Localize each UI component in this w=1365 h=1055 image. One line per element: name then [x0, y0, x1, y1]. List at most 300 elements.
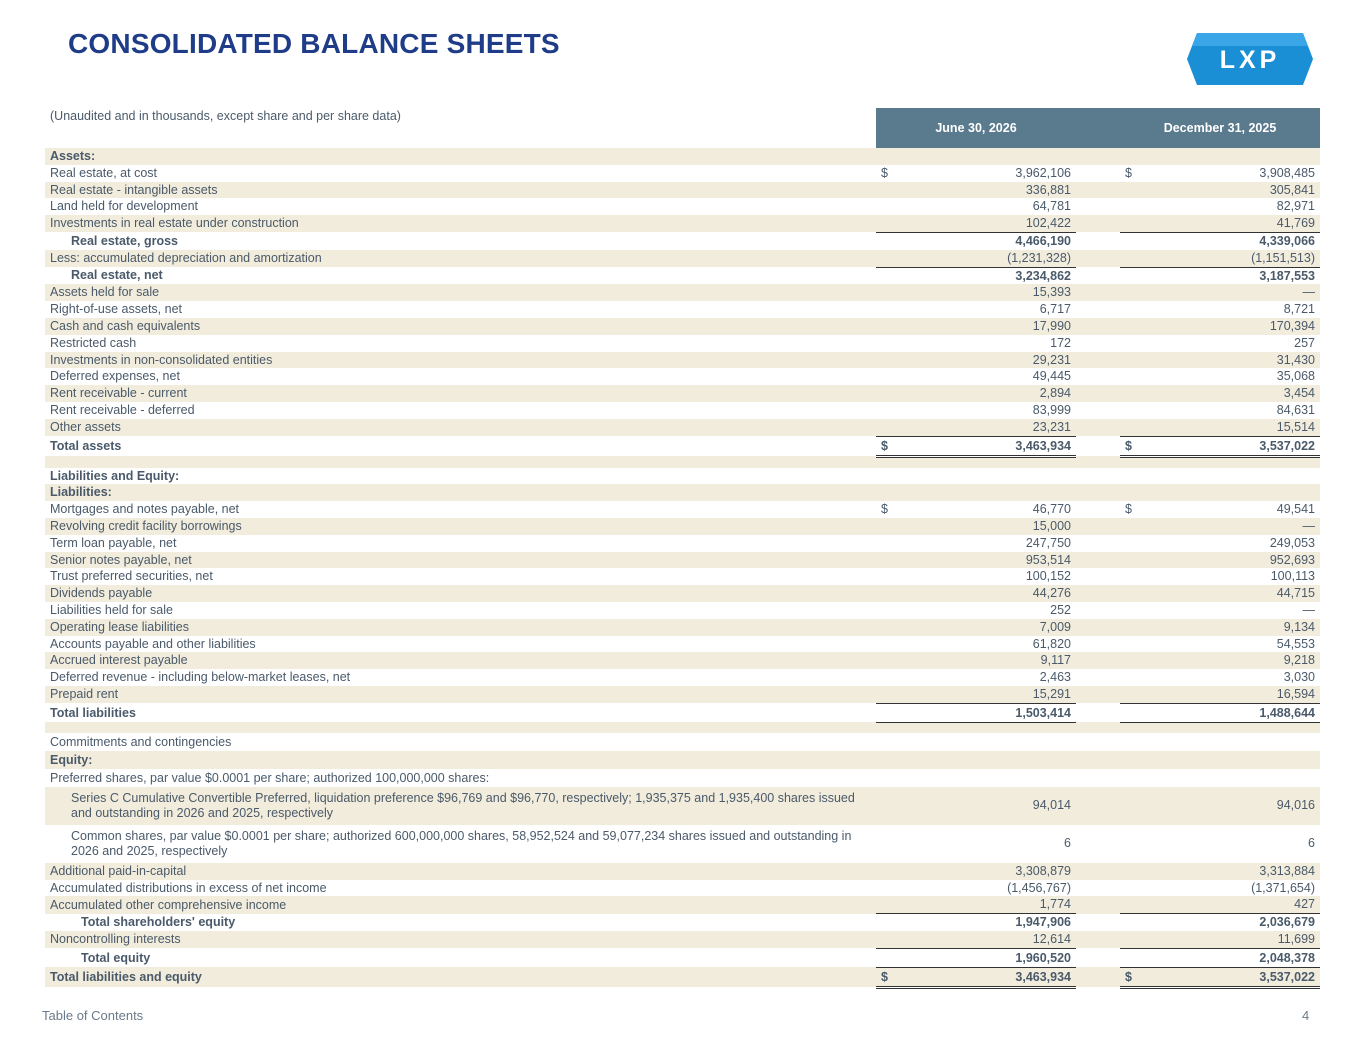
currency-symbol: [876, 585, 906, 602]
row-label: Real estate, gross: [71, 233, 178, 248]
currency-symbol: [1120, 148, 1150, 165]
column-gap: [1076, 402, 1120, 419]
value-june-2026: 1,503,414: [906, 703, 1076, 722]
value-june-2026: (1,231,328): [906, 250, 1076, 267]
table-body: [45, 148, 1320, 987]
column-gap: [1076, 931, 1120, 948]
currency-symbol: [1120, 518, 1150, 535]
currency-symbol: [876, 318, 906, 335]
table-row: [45, 385, 1320, 402]
column-gap: [1076, 722, 1120, 733]
row-label: Liabilities and Equity:: [50, 468, 180, 483]
value-dec-2025: 16,594: [1150, 686, 1320, 703]
value-june-2026: 94,014: [906, 787, 1076, 825]
row-label: Operating lease liabilities: [45, 619, 875, 636]
table-row: [45, 352, 1320, 369]
value-june-2026: 15,000: [906, 518, 1076, 535]
currency-symbol: [1120, 585, 1150, 602]
value-june-2026: [906, 733, 1076, 751]
currency-symbol: [876, 914, 906, 931]
value-june-2026: 3,962,106: [1015, 165, 1071, 180]
column-gap: [1076, 165, 1120, 182]
row-label: Accrued interest payable: [45, 652, 875, 669]
value-dec-2025: 1,488,644: [1150, 703, 1320, 722]
row-label: Assets held for sale: [45, 284, 875, 301]
value-june-2026: [906, 769, 1076, 787]
currency-symbol: [876, 602, 906, 619]
value-dec-2025: 427: [1150, 896, 1320, 913]
currency-symbol: $: [1120, 967, 1150, 987]
column-gap: [1076, 501, 1120, 518]
currency-symbol: [876, 686, 906, 703]
currency-symbol: [876, 722, 906, 733]
table-note: (Unaudited and in thousands, except share and per share data): [50, 109, 401, 123]
table-row: [45, 419, 1320, 436]
column-header-june-2026: June 30, 2026: [876, 108, 1076, 148]
value-dec-2025: 8,721: [1283, 302, 1315, 317]
currency-symbol: [876, 896, 906, 913]
page-title: CONSOLIDATED BALANCE SHEETS: [68, 28, 560, 59]
row-label: Accumulated other comprehensive income: [45, 896, 875, 913]
currency-symbol: [1120, 468, 1150, 485]
table-row: [45, 368, 1320, 385]
row-label: Noncontrolling interests: [45, 931, 875, 948]
spacer-row: [45, 722, 1320, 733]
currency-symbol: [876, 769, 906, 787]
value-dec-2025: 9,218: [1150, 652, 1320, 669]
value-june-2026: 1,960,520: [906, 948, 1076, 967]
value-june-2026: 83,999: [1032, 402, 1071, 417]
table-row: [45, 602, 1320, 619]
currency-symbol: [876, 931, 906, 948]
value-dec-2025: 3,537,022: [1150, 436, 1320, 456]
currency-symbol: [876, 385, 906, 402]
spacer-row: [45, 456, 1320, 468]
column-gap: [1076, 419, 1120, 436]
currency-symbol: [876, 669, 906, 686]
value-dec-2025: 2,036,679: [1150, 914, 1320, 931]
currency-symbol: [1120, 825, 1150, 863]
column-gap: [1076, 552, 1120, 569]
currency-symbol: [876, 232, 906, 249]
currency-symbol: [1120, 602, 1150, 619]
value-dec-2025: 100,113: [1270, 569, 1315, 584]
balance-sheet-table: [45, 108, 1320, 989]
table-row: [45, 552, 1320, 569]
row-label: Investments in non-consolidated entities: [45, 352, 875, 369]
table-row: [45, 484, 1320, 501]
currency-symbol: [876, 301, 906, 318]
value-dec-2025: 35,068: [1276, 369, 1315, 384]
row-label: Accumulated distributions in excess of net income: [50, 880, 327, 895]
row-label: Trust preferred securities, net: [50, 569, 213, 584]
currency-symbol: [876, 948, 906, 967]
value-june-2026: 15,393: [906, 284, 1076, 301]
value-dec-2025: 6: [1308, 836, 1315, 851]
row-label: Cash and cash equivalents: [45, 318, 875, 335]
value-june-2026: 17,990: [906, 318, 1076, 335]
row-label: Additional paid-in-capital: [45, 863, 875, 880]
value-dec-2025: —: [1150, 284, 1320, 301]
currency-symbol: [876, 456, 906, 468]
currency-symbol: [876, 419, 906, 436]
table-row: [45, 967, 1320, 987]
column-gap: [1076, 198, 1120, 215]
row-label: Investments in real estate under construction: [45, 215, 875, 232]
column-gap: [1076, 751, 1120, 769]
column-gap: [1076, 468, 1120, 485]
currency-symbol: [1120, 385, 1150, 402]
currency-symbol: [876, 652, 906, 669]
value-dec-2025: 9,134: [1150, 619, 1320, 636]
column-gap: [1076, 880, 1120, 897]
row-label: Land held for development: [50, 199, 199, 214]
column-gap: [1076, 602, 1120, 619]
currency-symbol: [1120, 636, 1150, 653]
column-gap: [1076, 948, 1120, 967]
column-gap: [1076, 232, 1120, 249]
value-june-2026: 12,614: [906, 931, 1076, 948]
row-label: Common shares, par value $0.0001 per share; authorized 600,000,000 shares, 58,952,524 and 59,077,234 shares issued and outstanding in 2026 and 2025, respectively: [71, 828, 852, 858]
value-june-2026: 9,117: [906, 652, 1076, 669]
column-gap: [1076, 669, 1120, 686]
currency-symbol: [1120, 703, 1150, 722]
currency-symbol: [876, 552, 906, 569]
column-gap: [1076, 636, 1120, 653]
row-label: Total shareholders' equity: [81, 914, 236, 929]
currency-symbol: [876, 267, 906, 284]
row-label: Right-of-use assets, net: [50, 302, 183, 317]
table-row: [45, 825, 1320, 863]
table-row: [45, 863, 1320, 880]
currency-symbol: [1120, 896, 1150, 913]
column-gap: [1076, 436, 1120, 456]
column-gap: [1076, 619, 1120, 636]
currency-symbol: $: [881, 502, 888, 517]
currency-symbol: [1120, 352, 1150, 369]
currency-symbol: [1120, 914, 1150, 931]
table-row: [45, 402, 1320, 419]
currency-symbol: [1120, 751, 1150, 769]
column-gap: [1076, 250, 1120, 267]
value-dec-2025: 49,541: [1276, 502, 1315, 517]
currency-symbol: [1120, 880, 1150, 897]
value-dec-2025: 257: [1294, 335, 1315, 350]
currency-symbol: [1120, 948, 1150, 967]
table-row: [45, 182, 1320, 199]
row-label: Total assets: [50, 439, 122, 454]
column-gap: [1076, 456, 1120, 468]
currency-symbol: [1120, 402, 1150, 419]
currency-symbol: [876, 880, 906, 897]
currency-symbol: [1120, 669, 1150, 686]
currency-symbol: [1120, 318, 1150, 335]
column-gap: [1076, 585, 1120, 602]
currency-symbol: [876, 619, 906, 636]
column-gap: [1076, 335, 1120, 352]
value-dec-2025: 82,971: [1276, 199, 1315, 214]
row-label: Deferred revenue - including below-market leases, net: [50, 670, 351, 685]
currency-symbol: [1120, 267, 1150, 284]
row-label: Total equity: [81, 950, 151, 965]
value-dec-2025: 3,908,485: [1259, 165, 1315, 180]
row-label: Rent receivable - current: [45, 385, 875, 402]
table-row: [45, 501, 1320, 518]
table-of-contents-link[interactable]: Table of Contents: [42, 1008, 144, 1023]
currency-symbol: [1120, 182, 1150, 199]
row-label: Liabilities held for sale: [50, 602, 173, 617]
column-gap: [1076, 215, 1120, 232]
value-dec-2025: [1150, 769, 1320, 787]
value-june-2026: 3,234,862: [906, 267, 1076, 284]
currency-symbol: [1120, 931, 1150, 948]
currency-symbol: [1120, 284, 1150, 301]
value-june-2026: 7,009: [906, 619, 1076, 636]
table-row: [45, 148, 1320, 165]
value-june-2026: [906, 484, 1076, 501]
column-gap: [1076, 484, 1120, 501]
column-gap: [1076, 914, 1120, 931]
value-june-2026: 3,463,934: [906, 436, 1076, 456]
currency-symbol: [1120, 722, 1150, 733]
column-gap: [1076, 352, 1120, 369]
value-dec-2025: 31,430: [1150, 352, 1320, 369]
currency-symbol: $: [1125, 502, 1132, 517]
column-gap: [1076, 686, 1120, 703]
row-label: Deferred expenses, net: [50, 369, 180, 384]
column-gap: [1076, 267, 1120, 284]
currency-symbol: [1120, 769, 1150, 787]
column-gap: [1076, 825, 1120, 863]
column-gap: [1076, 368, 1120, 385]
value-june-2026: (1,456,767): [1007, 880, 1071, 895]
currency-symbol: [1120, 863, 1150, 880]
logo-text: LXP: [1219, 46, 1281, 74]
lxp-logo: [1187, 29, 1313, 89]
currency-symbol: [1120, 198, 1150, 215]
currency-symbol: [1120, 568, 1150, 585]
value-june-2026: 953,514: [906, 552, 1076, 569]
currency-symbol: [876, 787, 906, 825]
table-row: [45, 931, 1320, 948]
currency-symbol: $: [881, 165, 888, 180]
value-dec-2025: 94,016: [1150, 787, 1320, 825]
row-label: Restricted cash: [50, 335, 137, 350]
column-gap: [1076, 703, 1120, 722]
row-label: Other assets: [45, 419, 875, 436]
currency-symbol: [1120, 733, 1150, 751]
value-dec-2025: [1150, 751, 1320, 769]
value-june-2026: 6,717: [1039, 302, 1071, 317]
value-june-2026: [906, 751, 1076, 769]
currency-symbol: [876, 751, 906, 769]
value-dec-2025: [1150, 456, 1320, 468]
row-label: Series C Cumulative Convertible Preferred, liquidation preference $96,769 and $96,770, respectively; 1,935,375 and 1,935,400 shares issued and outstanding in 2026 and 2025, respectively: [45, 787, 875, 825]
value-dec-2025: 170,394: [1150, 318, 1320, 335]
table-row: [45, 896, 1320, 913]
value-dec-2025: (1,151,513): [1150, 250, 1320, 267]
column-gap: [1076, 863, 1120, 880]
value-dec-2025: 3,313,884: [1150, 863, 1320, 880]
table-row: [45, 686, 1320, 703]
currency-symbol: [1120, 484, 1150, 501]
column-gap: [1076, 652, 1120, 669]
currency-symbol: [876, 250, 906, 267]
balance-sheet: [45, 108, 1320, 989]
column-gap: [1076, 385, 1120, 402]
column-header-dec-2025: December 31, 2025: [1120, 108, 1320, 148]
column-gap: [1076, 318, 1120, 335]
row-label: Liabilities:: [45, 484, 875, 501]
currency-symbol: [1120, 535, 1150, 552]
value-june-2026: 61,820: [1032, 636, 1071, 651]
currency-symbol: [1120, 652, 1150, 669]
currency-symbol: [876, 518, 906, 535]
value-dec-2025: [1150, 148, 1320, 165]
currency-symbol: [876, 484, 906, 501]
column-gap: [1076, 568, 1120, 585]
column-gap: [1076, 733, 1120, 751]
value-dec-2025: 3,454: [1150, 385, 1320, 402]
row-label: Total liabilities: [50, 705, 136, 720]
currency-symbol: [876, 703, 906, 722]
page-number: 4: [1302, 1008, 1310, 1023]
currency-symbol: [1120, 419, 1150, 436]
value-june-2026: 64,781: [1032, 199, 1071, 214]
table-row: [45, 733, 1320, 751]
value-dec-2025: 249,053: [1269, 535, 1315, 550]
table-row: [45, 619, 1320, 636]
value-dec-2025: 11,699: [1150, 931, 1320, 948]
value-june-2026: 1,774: [906, 896, 1076, 913]
row-label: Total liabilities and equity: [45, 967, 875, 987]
value-june-2026: [906, 722, 1076, 733]
currency-symbol: [876, 636, 906, 653]
table-row: [45, 914, 1320, 931]
value-dec-2025: 952,693: [1150, 552, 1320, 569]
table-row: [45, 198, 1320, 215]
value-dec-2025: 3,187,553: [1150, 267, 1320, 284]
currency-symbol: [1120, 686, 1150, 703]
row-label: Less: accumulated depreciation and amortization: [45, 250, 875, 267]
currency-symbol: [876, 825, 906, 863]
currency-symbol: [1120, 232, 1150, 249]
currency-symbol: [876, 368, 906, 385]
column-gap: [1076, 967, 1120, 987]
table-row: [45, 769, 1320, 787]
currency-symbol: [876, 284, 906, 301]
row-label: Real estate, at cost: [50, 165, 158, 180]
currency-symbol: [876, 863, 906, 880]
table-row: [45, 318, 1320, 335]
currency-symbol: [1120, 335, 1150, 352]
row-label: Senior notes payable, net: [45, 552, 875, 569]
column-gap: [1076, 535, 1120, 552]
row-label: [45, 456, 875, 468]
row-label: Mortgages and notes payable, net: [50, 502, 240, 517]
currency-symbol: [1120, 368, 1150, 385]
row-label: Accounts payable and other liabilities: [50, 636, 256, 651]
value-dec-2025: 2,048,378: [1150, 948, 1320, 967]
value-dec-2025: 41,769: [1150, 215, 1320, 232]
currency-symbol: $: [1120, 436, 1150, 456]
currency-symbol: $: [876, 436, 906, 456]
value-dec-2025: [1150, 722, 1320, 733]
table-row: [45, 652, 1320, 669]
currency-symbol: [876, 148, 906, 165]
row-label: Term loan payable, net: [50, 535, 177, 550]
value-dec-2025: 15,514: [1150, 419, 1320, 436]
value-june-2026: 172: [1050, 335, 1071, 350]
value-june-2026: 252: [1050, 602, 1071, 617]
currency-symbol: [876, 733, 906, 751]
value-june-2026: 3,463,934: [906, 967, 1076, 987]
table-row: [45, 948, 1320, 967]
value-june-2026: 100,152: [1025, 569, 1071, 584]
table-row: [45, 880, 1320, 897]
value-dec-2025: 3,537,022: [1150, 967, 1320, 987]
table-row: [45, 568, 1320, 585]
value-dec-2025: —: [1302, 602, 1315, 617]
row-label: Dividends payable: [45, 585, 875, 602]
currency-symbol: [1120, 787, 1150, 825]
currency-symbol: $: [1125, 165, 1132, 180]
table-row: [45, 468, 1320, 485]
currency-symbol: [876, 535, 906, 552]
column-gap: [1076, 301, 1120, 318]
value-june-2026: 23,231: [906, 419, 1076, 436]
value-june-2026: 336,881: [906, 182, 1076, 199]
column-gap: [1076, 182, 1120, 199]
currency-symbol: [876, 215, 906, 232]
table-row: [45, 215, 1320, 232]
currency-symbol: [1120, 301, 1150, 318]
value-dec-2025: 84,631: [1276, 402, 1315, 417]
value-june-2026: 2,463: [1039, 670, 1071, 685]
value-june-2026: 4,466,190: [906, 232, 1076, 249]
row-label: Equity:: [45, 751, 875, 769]
value-june-2026: 6: [1064, 836, 1071, 851]
value-dec-2025: 44,715: [1150, 585, 1320, 602]
currency-symbol: [876, 468, 906, 485]
value-june-2026: 15,291: [906, 686, 1076, 703]
table-row: [45, 585, 1320, 602]
table-row: [45, 284, 1320, 301]
value-dec-2025: 3,030: [1283, 670, 1315, 685]
table-row: [45, 703, 1320, 722]
value-dec-2025: —: [1150, 518, 1320, 535]
row-label: Commitments and contingencies: [50, 734, 232, 749]
value-dec-2025: 4,339,066: [1150, 232, 1320, 249]
value-dec-2025: [1150, 468, 1320, 485]
currency-symbol: $: [876, 967, 906, 987]
column-gap: [1076, 769, 1120, 787]
value-june-2026: [906, 148, 1076, 165]
column-gap: [1076, 518, 1120, 535]
value-june-2026: 46,770: [1032, 502, 1071, 517]
currency-symbol: [876, 402, 906, 419]
value-june-2026: 29,231: [906, 352, 1076, 369]
table-row: [45, 669, 1320, 686]
value-dec-2025: [1150, 484, 1320, 501]
value-june-2026: 1,947,906: [906, 914, 1076, 931]
row-label: Rent receivable - deferred: [50, 402, 195, 417]
row-label: Prepaid rent: [45, 686, 875, 703]
column-gap: [1076, 787, 1120, 825]
row-label: Preferred shares, par value $0.0001 per share; authorized 100,000,000 shares:: [50, 770, 490, 785]
table-row: [45, 636, 1320, 653]
value-dec-2025: 305,841: [1150, 182, 1320, 199]
